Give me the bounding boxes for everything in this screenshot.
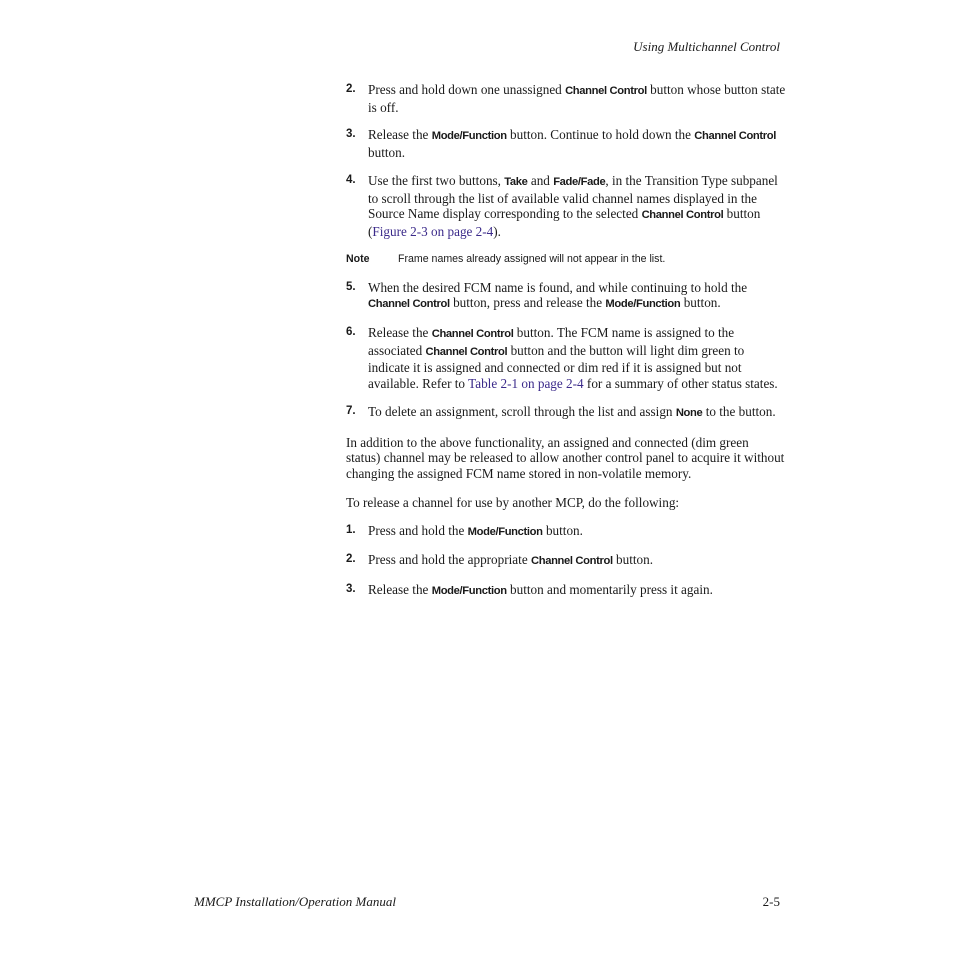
step-item: [346, 173, 786, 240]
ui-control-name: Mode/Function: [431, 585, 507, 598]
step-number: 6.: [346, 326, 356, 339]
paragraph-release-intro: To release a channel for use by another MCP, do the following:: [346, 495, 680, 511]
step-text: [368, 325, 778, 391]
step-item: [346, 552, 786, 570]
ui-control-name: Channel Control: [694, 130, 777, 143]
step-item: [346, 523, 786, 541]
step-text-run: When the desired FCM name is found, and while continuing to hold the: [368, 279, 748, 295]
footer-page-number: 2-5: [762, 894, 780, 909]
footer-manual-title: MMCP Installation/Operation Manual: [194, 894, 396, 909]
step-text-run: , in the Transition Type subpanel to scroll through the list of available valid channel names displayed in the Source Name display corresponding to the selected: [368, 172, 778, 222]
step-text: [368, 280, 747, 311]
step-text-run: ).: [493, 223, 501, 239]
step-number: 2.: [346, 83, 356, 95]
step-number: 3.: [346, 128, 356, 141]
step-list-c: [346, 523, 786, 600]
ui-control-name: Fade/Fade: [553, 175, 606, 188]
step-text-run: Release the: [368, 582, 432, 598]
step-text-run: and: [527, 172, 554, 188]
step-number: 5.: [346, 280, 356, 293]
step-text-run: button. The FCM name is assigned to the associated: [368, 325, 735, 358]
step-text: [368, 582, 713, 597]
step-item: [346, 280, 786, 313]
step-text: [368, 523, 583, 538]
ui-control-name: Mode/Function: [431, 130, 507, 143]
step-number: 2.: [346, 553, 356, 566]
step-number: 4.: [346, 173, 356, 186]
step-text-run: Press and hold the appropriate: [368, 552, 531, 568]
step-text-run: button and the button will light dim green to indicate it is assigned and connected or dim red if it is assigned but not available. Refer to: [368, 342, 745, 392]
step-text: [368, 552, 653, 567]
step-item: [346, 404, 786, 422]
note-text: Frame names already assigned will not appear in the list.: [398, 252, 666, 265]
ui-control-name: Take: [504, 175, 528, 188]
step-text-run: button (: [368, 206, 761, 239]
step-text-run: button.: [542, 522, 583, 538]
step-text-run: Press and hold down one unassigned: [368, 82, 566, 97]
step-item: [346, 82, 786, 115]
step-number: 3.: [346, 583, 356, 596]
step-text-run: button.: [612, 552, 654, 568]
step-text-run: for a summary of other status states.: [583, 376, 778, 392]
ui-control-name: Channel Control: [641, 209, 724, 222]
cross-reference-link[interactable]: Table 2-1 on page 2-4: [468, 376, 584, 392]
step-text-run: button whose button state is off.: [368, 82, 786, 115]
step-text-run: To delete an assignment, scroll through the list and assign: [368, 403, 676, 419]
step-text-run: Release the: [368, 325, 432, 341]
step-item: [346, 325, 786, 392]
step-text-run: Use the first two buttons,: [368, 172, 505, 188]
running-header: Using Multichannel Control: [633, 39, 780, 54]
ui-control-name: Mode/Function: [467, 525, 543, 538]
step-text: [368, 404, 776, 419]
step-number: 1.: [346, 523, 356, 536]
step-text-run: button. Continue to hold down the: [506, 127, 695, 143]
step-item: [346, 582, 786, 600]
step-text: [368, 127, 776, 160]
ui-control-name: Channel Control: [425, 345, 508, 358]
step-text-run: button and momentarily press it again.: [506, 582, 713, 598]
ui-control-name: Channel Control: [530, 555, 613, 568]
ui-control-name: Channel Control: [565, 85, 647, 97]
paragraph-release-info: In addition to the above functionality, an assigned and connected (dim green status) channel may be released to allow another control panel to acquire it without changing the assigned FCM name stored in non-volatile memory.: [346, 434, 785, 482]
step-text-run: to the button.: [702, 403, 776, 419]
page-content: [346, 82, 786, 612]
note: [346, 252, 786, 266]
step-text-run: Press and hold the: [368, 522, 468, 538]
ui-control-name: None: [675, 406, 703, 419]
step-text-run: Release the: [368, 127, 432, 143]
step-text-run: button.: [368, 145, 405, 161]
ui-control-name: Mode/Function: [605, 298, 681, 311]
step-text-run: button, press and release the: [449, 295, 606, 311]
cross-reference-link[interactable]: Figure 2-3 on page 2-4: [372, 223, 494, 239]
step-number: 7.: [346, 404, 356, 417]
step-text: [368, 173, 778, 239]
ui-control-name: Channel Control: [368, 298, 450, 311]
step-text: [368, 82, 785, 115]
ui-control-name: Channel Control: [431, 328, 514, 341]
step-item: [346, 127, 786, 160]
step-list-b: [346, 280, 786, 422]
step-text-run: button.: [680, 295, 721, 311]
step-list-a: [346, 82, 786, 240]
note-label: Note: [346, 252, 370, 265]
